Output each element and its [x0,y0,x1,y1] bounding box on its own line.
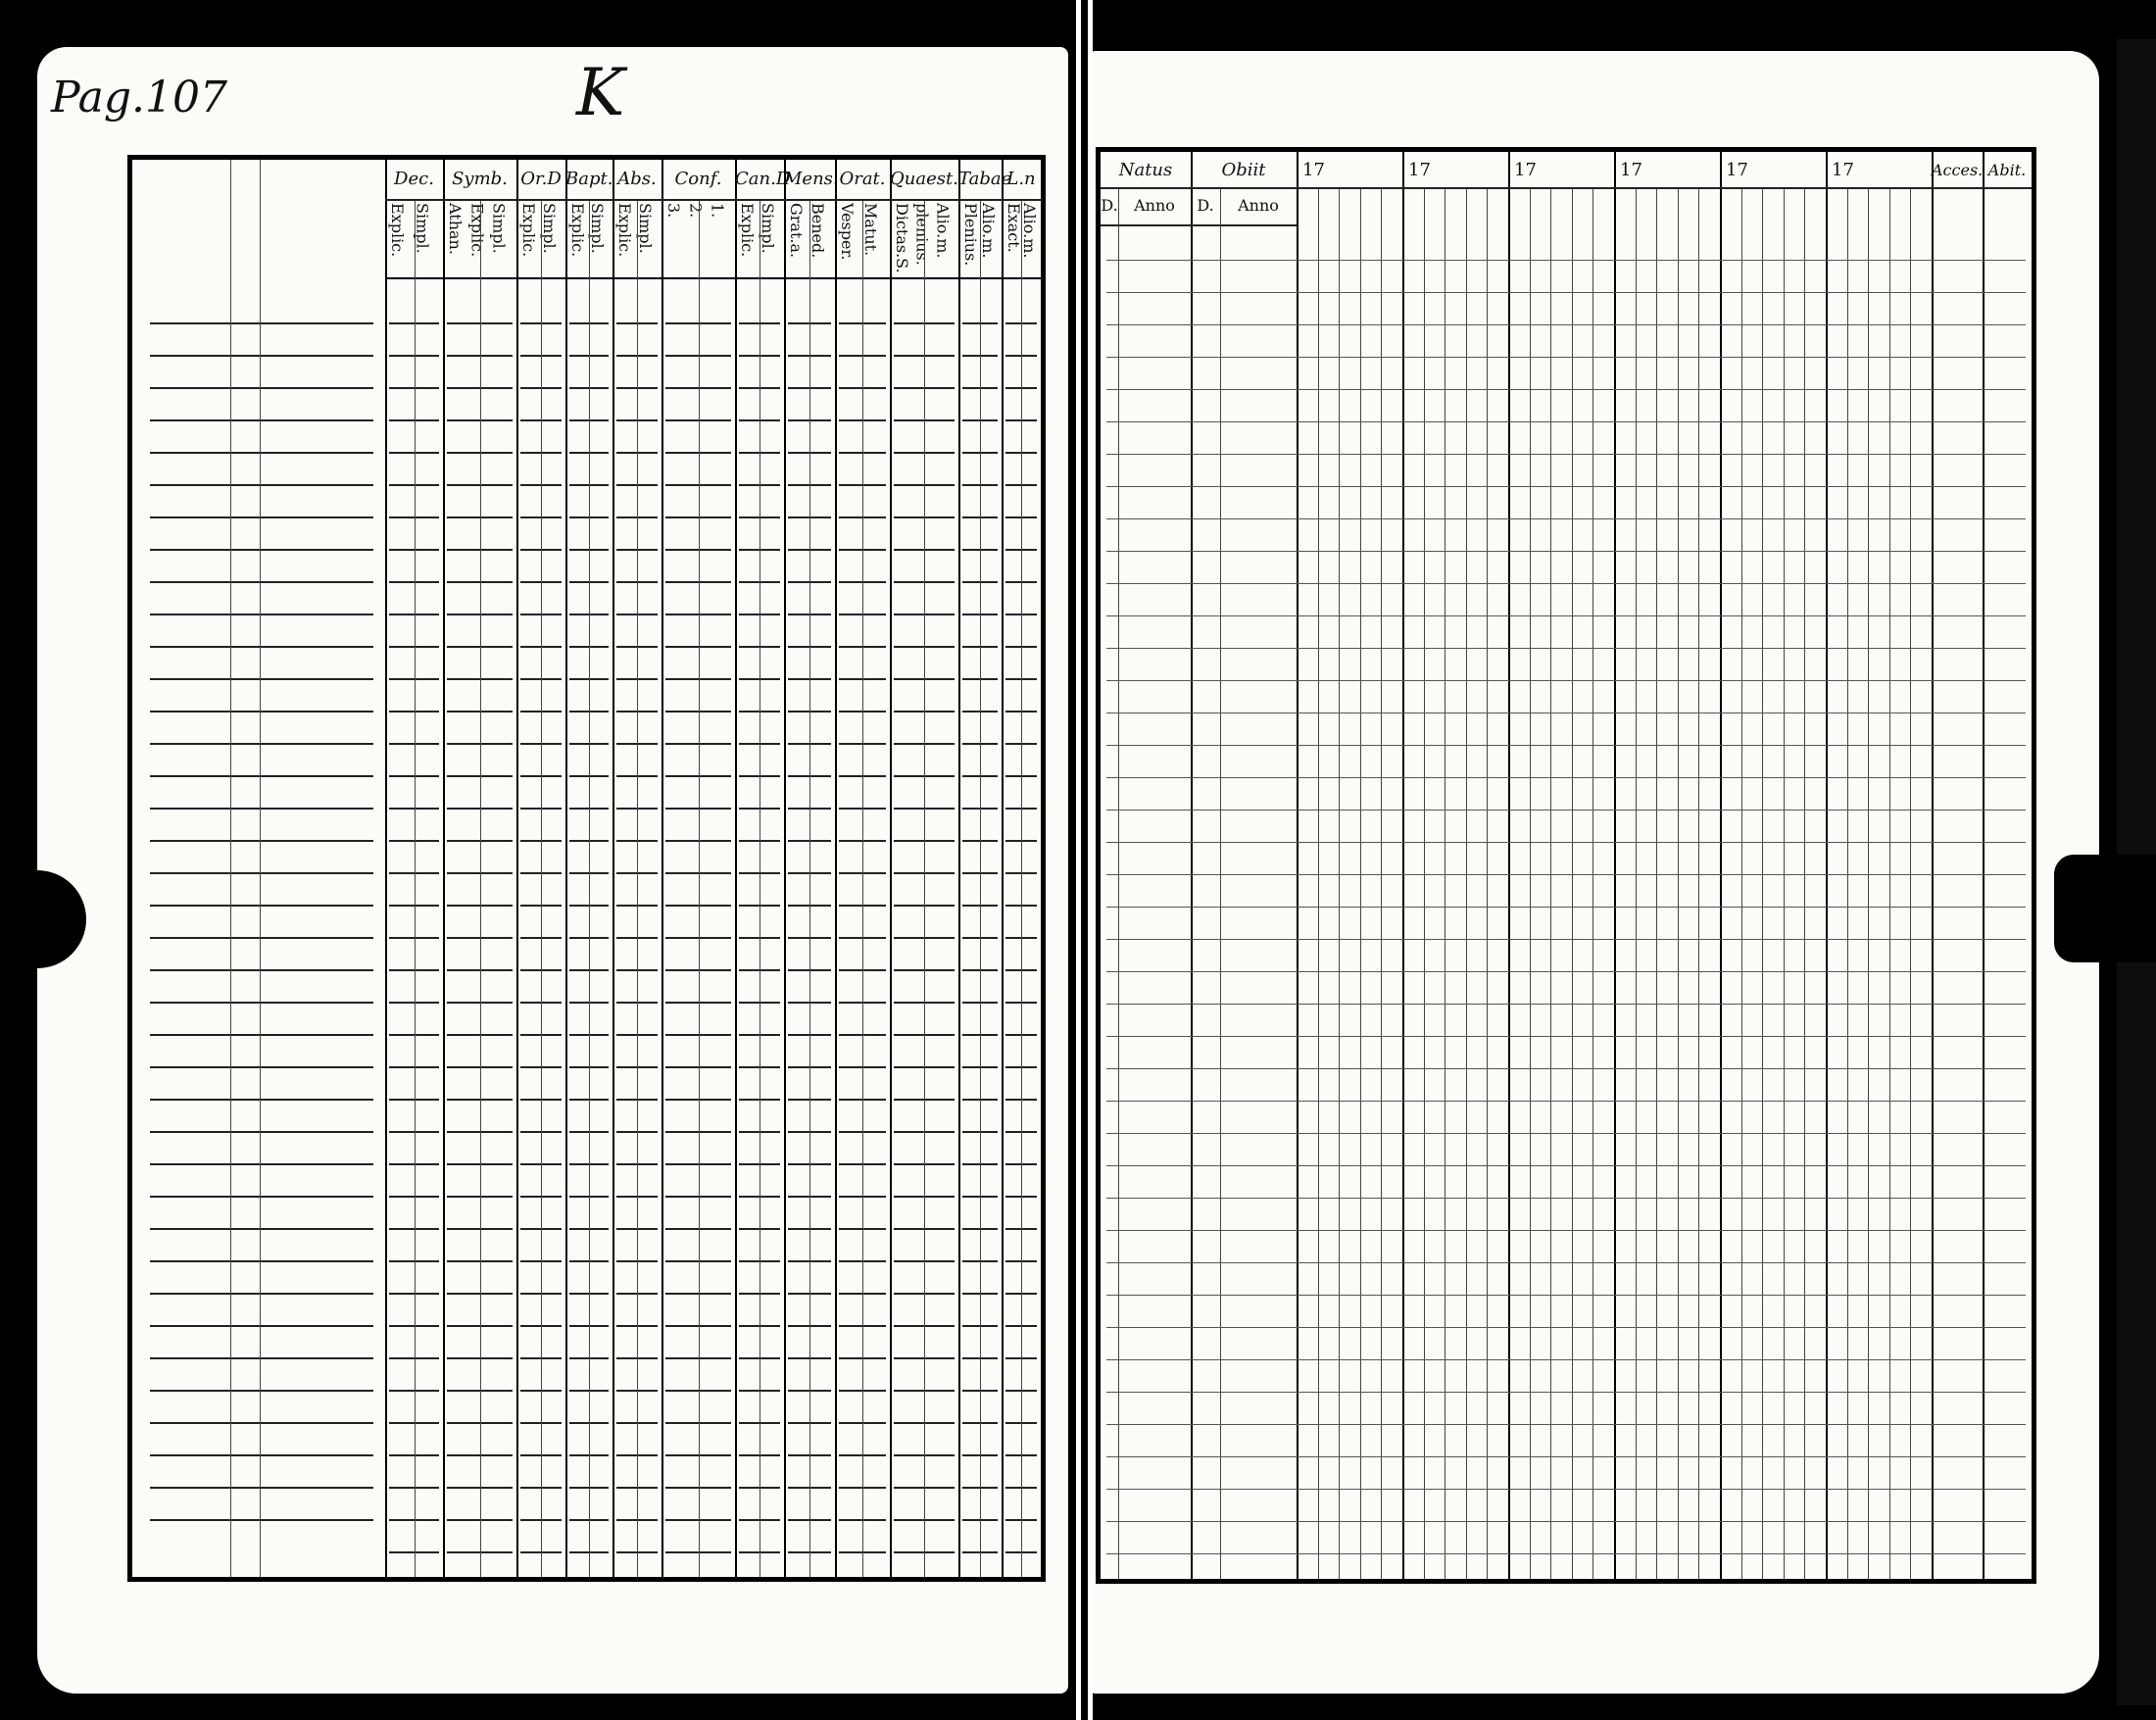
header-rule [1101,187,2032,189]
row-line [1106,1101,2026,1102]
name-row-line [150,1260,373,1262]
gutter-line [1088,0,1093,1720]
subheader-label: 2. [686,203,706,219]
name-row-line [150,1325,373,1327]
column-header: Mens. [784,160,835,201]
year-subcolumn-divider [1762,187,1763,1579]
year-subcolumn-divider [1487,187,1488,1579]
right-ledger-table [1096,147,2036,1584]
subheader-label: 1. [708,203,727,219]
page-letter: K [576,55,625,130]
year-subcolumn-divider [1741,187,1742,1579]
gutter-line [1076,0,1081,1720]
subheader-label: Explic. [519,203,538,258]
name-row-line [150,1454,373,1456]
year-subcolumn-divider [1889,187,1890,1579]
year-subcolumn-divider [1636,187,1637,1579]
row-line [1106,777,2026,778]
column-header: Natus [1118,160,1173,180]
name-row-line [150,1099,373,1101]
year-subcolumn-divider [1550,187,1551,1579]
name-row-line [150,1357,373,1359]
name-row-line [150,452,373,454]
subheader-label: Vesper. [838,203,857,261]
subheader-label: Explic. [388,203,407,258]
column-divider [443,160,445,1577]
column-header: Or.D [516,160,565,201]
row-line [1106,680,2026,681]
column-divider [1297,152,1298,1579]
row-line [1106,454,2026,455]
year-header: 17 [1408,160,1431,180]
row-line [1106,971,2026,972]
name-row-line [150,937,373,939]
row-line [1106,615,2026,616]
year-subcolumn-divider [1592,187,1593,1579]
column-divider [516,160,518,1577]
column-divider [835,160,837,1577]
name-guide-line [260,160,261,1577]
subcolumn-divider [1118,187,1119,1579]
name-row-line [150,1487,373,1489]
name-row-line [150,1293,373,1295]
column-divider [890,160,892,1577]
year-subcolumn-divider [1445,187,1446,1579]
row-line [1106,260,2026,261]
subheader-label: Bened. [808,203,827,259]
subcolumn-divider [637,199,638,1577]
abiit-header: Abit. [1987,161,2027,179]
row-line [1106,1553,2026,1554]
name-row-line [150,1390,373,1392]
column-divider [662,160,663,1577]
row-line [1106,745,2026,746]
name-row-line [150,1034,373,1036]
subheader-label: 3. [664,203,683,219]
name-row-line [150,872,373,874]
column-header: Tabae [958,160,1002,201]
name-row-line [150,711,373,713]
subheader-label: Simpl. [759,203,777,254]
name-row-line [150,1131,373,1133]
year-header: 17 [1302,160,1325,180]
column-header: Can.D [735,160,784,201]
year-header: 17 [1514,160,1537,180]
subheader-label: Plenius. [961,203,980,267]
column-subheader: Anno [1238,196,1279,215]
subcolumn-divider [480,199,481,1577]
column-divider [1402,152,1404,1579]
header-rule [1101,224,1297,226]
year-subcolumn-divider [1381,187,1382,1579]
name-row-line [150,678,373,680]
row-line [1106,1521,2026,1522]
row-line [1106,1392,2026,1393]
row-line [1106,907,2026,908]
subcolumn-divider [541,199,542,1577]
subcolumn-divider [415,199,416,1577]
subheader-label: Simpl. [413,203,432,254]
row-line [1106,1004,2026,1005]
subheader-label: Matut. [861,203,880,257]
subheader-label: Simpl. [636,203,655,254]
column-divider [958,160,960,1577]
year-header: 17 [1620,160,1642,180]
subheader-label: Grat.a. [787,203,806,259]
row-line [1106,357,2026,358]
name-row-line [150,1196,373,1198]
row-line [1106,292,2026,293]
row-line [1106,1036,2026,1037]
column-divider [1826,152,1828,1579]
year-subcolumn-divider [1656,187,1657,1579]
subheader-label: Simpl. [588,203,607,254]
name-row-line [150,419,373,421]
year-subcolumn-divider [1678,187,1679,1579]
column-divider [1720,152,1722,1579]
subcolumn-divider [862,199,863,1577]
name-row-line [150,1422,373,1424]
binding-clip-right [2054,855,2156,962]
row-line [1106,1262,2026,1263]
name-row-line [150,614,373,615]
subheader-label: Athan. [446,203,465,255]
year-subcolumn-divider [1572,187,1573,1579]
column-divider [1932,152,1934,1579]
subheader-label: Simpl. [540,203,559,254]
year-subcolumn-divider [1530,187,1531,1579]
column-divider [385,160,387,1577]
row-line [1106,1165,2026,1166]
column-header: L.n [1002,160,1041,201]
year-header: 17 [1726,160,1748,180]
name-row-line [150,969,373,971]
row-line [1106,842,2026,843]
subheader-label: Alio.m. [1020,203,1039,259]
row-line [1106,1424,2026,1425]
page-number: Pag.107 [51,73,227,123]
subheader-label: Explic. [615,203,634,258]
name-row-line [150,1163,373,1165]
year-header: 17 [1832,160,1854,180]
row-line [1106,874,2026,875]
name-row-line [150,1066,373,1068]
column-divider [1614,152,1616,1579]
row-line [1106,583,2026,584]
row-line [1106,1068,2026,1069]
row-line [1106,648,2026,649]
year-subcolumn-divider [1360,187,1361,1579]
row-line [1106,518,2026,519]
column-header: Abs. [612,160,662,201]
name-row-line [150,808,373,810]
accessit-header: Acces. [1932,161,1984,179]
row-line [1106,1327,2026,1328]
column-divider [1508,152,1510,1579]
subheader-label: Explic. [738,203,757,258]
row-line [1106,1230,2026,1231]
name-row-line [150,743,373,745]
subheader-label: Dictas.S. [893,203,911,273]
subcolumn-divider [699,199,700,1577]
row-line [1106,939,2026,940]
year-subcolumn-divider [1318,187,1319,1579]
year-subcolumn-divider [1847,187,1848,1579]
name-row-line [150,516,373,518]
year-subcolumn-divider [1424,187,1425,1579]
column-header: Symb. [443,160,516,201]
subcolumn-divider [924,199,925,1577]
column-header: Conf. [662,160,735,201]
column-divider [735,160,737,1577]
row-line [1106,486,2026,487]
column-divider [1002,160,1004,1577]
row-line [1106,389,2026,390]
row-line [1106,1456,2026,1457]
column-subheader: D. [1101,196,1118,215]
name-row-line [150,322,373,324]
column-header: Bapt. [565,160,612,201]
subheader-label: Exact. [1004,203,1023,253]
name-row-line [150,581,373,583]
name-row-line [150,355,373,357]
name-guide-line [230,160,231,1577]
row-line [1106,1133,2026,1134]
subcolumn-divider [1021,199,1022,1577]
subheader-label: Simpl. [489,203,509,254]
row-line [1106,1295,2026,1296]
column-header: Obiit [1221,160,1266,180]
row-line [1106,810,2026,811]
year-subcolumn-divider [1868,187,1869,1579]
name-row-line [150,1002,373,1004]
subheader-label: Explic. [467,203,487,258]
name-row-line [150,905,373,907]
column-divider [565,160,567,1577]
subheader-label: Alio.m. [979,203,998,259]
row-line [1106,1489,2026,1490]
column-divider [1983,152,1984,1579]
name-row-line [150,387,373,389]
name-row-line [150,840,373,842]
year-subcolumn-divider [1910,187,1911,1579]
subcolumn-divider [980,199,981,1577]
subcolumn-divider [809,199,810,1577]
year-subcolumn-divider [1466,187,1467,1579]
row-line [1106,551,2026,552]
subheader-label: Alio.m. [933,203,953,259]
subheader-label: Explic. [568,203,587,258]
name-row-line [150,1228,373,1230]
year-subcolumn-divider [1804,187,1805,1579]
name-row-line [150,549,373,551]
subcolumn-divider [589,199,590,1577]
row-line [1106,324,2026,325]
row-line [1106,421,2026,422]
subcolumn-divider [1220,187,1221,1579]
column-header: Dec. [385,160,443,201]
column-divider [784,160,786,1577]
column-divider [1191,152,1193,1579]
row-line [1106,1198,2026,1199]
name-row-line [150,1519,373,1521]
column-header: Orat. [835,160,890,201]
column-header: Quaest. [890,160,958,201]
column-subheader: D. [1197,196,1214,215]
left-ledger-table [127,155,1046,1582]
name-row-line [150,646,373,648]
year-subcolumn-divider [1339,187,1340,1579]
column-divider [612,160,614,1577]
name-row-line [150,775,373,777]
header-rule [385,199,1041,201]
subheader-label: plenius. [912,203,932,266]
year-subcolumn-divider [1698,187,1699,1579]
row-line [1106,1359,2026,1360]
year-subcolumn-divider [1784,187,1785,1579]
column-subheader: Anno [1134,196,1175,215]
name-row-line [150,484,373,486]
